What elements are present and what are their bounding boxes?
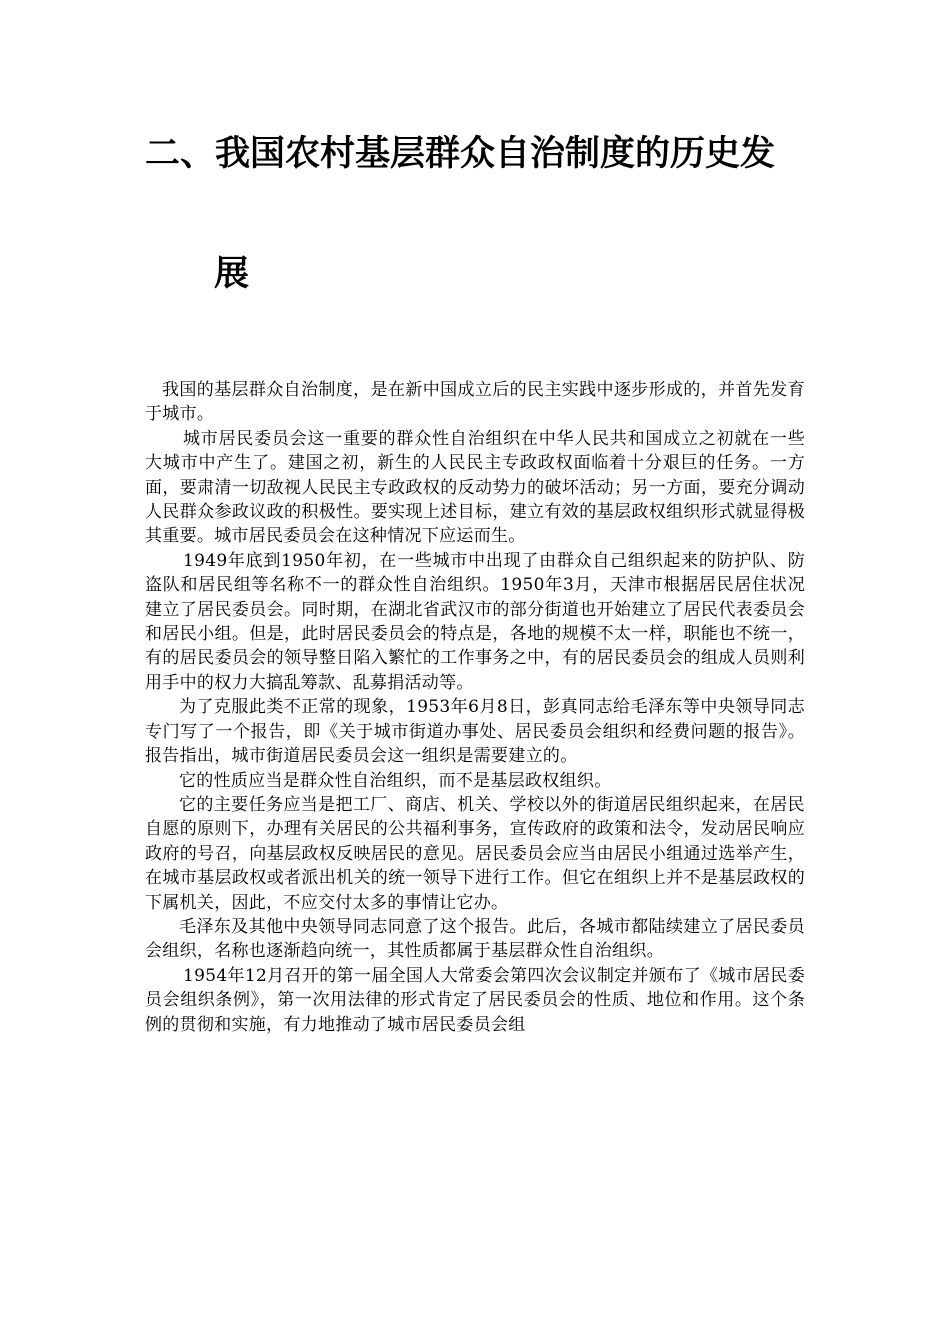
paragraph: 1949年底到1950年初，在一些城市中出现了由群众自己组织起来的防护队、防盗队和居民组等名称不一的群众性自治组织。1950年3月，天津市根据居民居住状况建立了居民委员会。同时期，在湖北省武汉市的部分街道也开始建立了居民代表委员会和居民小组。但是，此时居民委员会的特点是，各地的规模不太一样，职能也不统一，有的居民委员会的领导整日陷入繁忙的工作事务之中，有的居民委员会的组成人员则利用手中的权力大搞乱筹款、乱募捐活动等。 (145, 550, 805, 693)
paragraph: 它的主要任务应当是把工厂、商店、机关、学校以外的街道居民组织起来，在居民自愿的原则下，办理有关居民的公共福利事务，宣传政府的政策和法令，发动居民响应政府的号召，向基层政权反映居民的意见。居民委员会应当由居民小组通过选举产生，在城市基层政权或者派出机关的统一领导下进行工作。但它在组织上并不是基层政权的下属机关，因此，不应交付太多的事情让它办。 (145, 794, 805, 913)
paragraph: 它的性质应当是群众性自治组织，而不是基层政权组织。 (179, 770, 612, 791)
document-title: 二、我国农村基层群众自治制度的历史发 (145, 134, 776, 174)
paragraph: 毛泽东及其他中央领导同志同意了这个报告。此后，各城市都陆续建立了居民委员会组织，名称也逐渐趋向统一，其性质都属于基层群众性自治组织。 (145, 916, 805, 962)
paragraph: 1954年12月召开的第一届全国人大常委会第四次会议制定并颁布了《城市居民委员会组织条例》，第一次用法律的形式肯定了居民委员会的性质、地位和作用。这个条例的贯彻和实施，有力地推动了城市居民委员会组 (145, 965, 805, 1035)
paragraph: 我国的基层群众自治制度，是在新中国成立后的民主实践中逐步形成的，并首先发育于城市。 (145, 380, 805, 425)
document-title-continuation: 展 (214, 254, 250, 294)
paragraph: 城市居民委员会这一重要的群众性自治组织在中华人民共和国成立之初就在一些大城市中产生了。建国之初，新生的人民民主专政政权面临着十分艰巨的任务。一方面，要肃清一切敌视人民民主专政政权的反动势力的破坏活动；另一方面，要充分调动人民群众参政议政的积极性。要实现上述目标，建立有效的基层政权组织形式就显得极其重要。城市居民委员会在这种情况下应运而生。 (145, 428, 805, 547)
paragraph: 为了克服此类不正常的现象，1953年6月8日，彭真同志给毛泽东等中央领导同志专门写了一个报告，即《关于城市街道办事处、居民委员会组织和经费问题的报告》。报告指出，城市街道居民委员会这一组织是需要建立的。 (145, 697, 805, 767)
document-body (145, 378, 805, 1037)
